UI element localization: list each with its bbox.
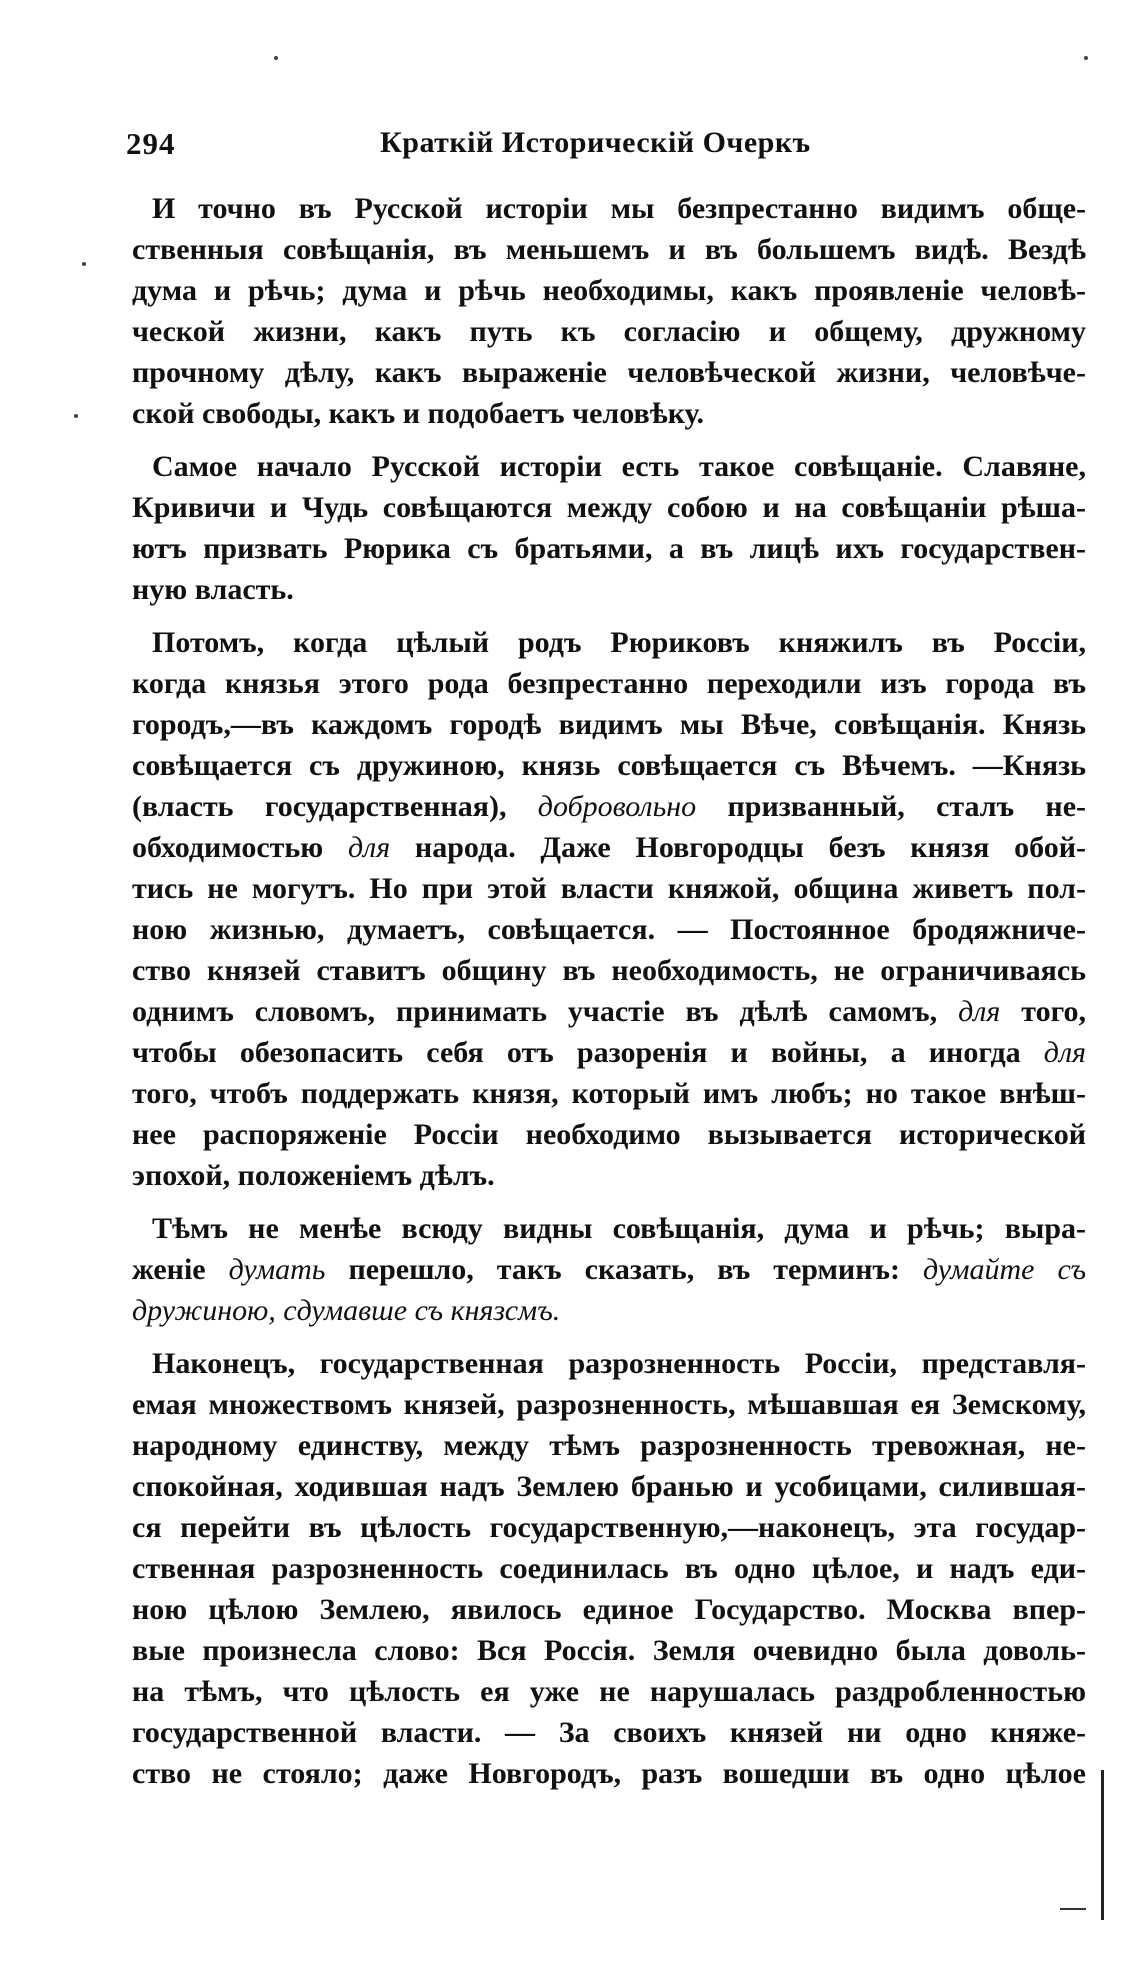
text-run: призванный, сталъ не-: [727, 790, 1086, 823]
text-line: народному единству, между тѣмъ разрозненность тревожная, не-: [132, 1429, 1086, 1462]
text-line: ство князей ставитъ общину въ необходимость, не ограничиваясь: [132, 954, 1086, 987]
text-line: спокойная, ходившая надъ Землею бранью и усобицами, силившая-: [132, 1470, 1086, 1503]
text-line: Самое начало Русской исторіи есть такое совѣщаніе. Славяне,: [152, 450, 1086, 483]
text-run: народа. Даже Новгородцы безъ князя обой-: [414, 831, 1086, 864]
text-line: ную власть.: [132, 573, 294, 606]
text-run: однимъ словомъ, принимать участіе въ дѣлѣ самомъ,: [132, 995, 938, 1028]
paragraph-4: [132, 1208, 1086, 1331]
text-line: Потомъ, когда цѣлый родъ Рюриковъ княжилъ въ Россіи,: [152, 626, 1086, 659]
text-run: чтобы обезопасить себя отъ разоренія и войны, а иногда: [132, 1036, 1021, 1069]
page-number: 294: [126, 126, 176, 161]
paragraph-3: [132, 622, 1086, 1196]
italic-run: для: [1043, 1036, 1086, 1069]
scan-speck: [1084, 56, 1088, 60]
paragraph-5: [132, 1343, 1086, 1794]
scan-speck: [274, 56, 278, 60]
italic-run: для: [958, 995, 1001, 1028]
italic-line: дружиною, сдумавше съ князсмъ.: [132, 1294, 561, 1327]
text-line: ской свободы, какъ и подобаетъ человѣку.: [132, 397, 705, 430]
text-run: (власть государственная),: [132, 790, 507, 823]
scan-speck: [74, 414, 78, 418]
text-line: государственной власти. — За своихъ князей ни одно княже-: [132, 1716, 1086, 1749]
text-line-mixed: [132, 1249, 1086, 1290]
text-line: того, чтобъ поддержать князя, который имъ любъ; но такое внѣш-: [132, 1077, 1086, 1110]
text-line-mixed: [132, 1032, 1086, 1073]
text-run: того,: [1021, 995, 1086, 1028]
scan-edge-rule: [1101, 1770, 1104, 1920]
running-title: Краткій Историческій Очеркъ: [380, 126, 811, 159]
italic-run: для: [347, 831, 391, 864]
text-line-mixed: [132, 786, 1086, 827]
text-line: городъ,—въ каждомъ городѣ видимъ мы Вѣче, совѣщанія. Князь: [132, 708, 1086, 741]
scan-speck: [82, 262, 86, 266]
text-line: ство не стояло; даже Новгородъ, разъ вошедши въ одно цѣлое: [132, 1757, 1086, 1790]
text-line: ною цѣлою Землею, явилось единое Государство. Москва впер-: [132, 1593, 1086, 1626]
text-line: ственныя совѣщанія, въ меньшемъ и въ большемъ видѣ. Вездѣ: [132, 233, 1086, 266]
text-run: обходимостью: [132, 831, 324, 864]
body-text: [132, 188, 1086, 1806]
text-line: на тѣмъ, что цѣлость ея уже не нарушалась раздробленностью: [132, 1675, 1086, 1708]
text-line: ютъ призвать Рюрика съ братьями, а въ лицѣ ихъ государствен-: [132, 532, 1086, 565]
text-line: прочному дѣлу, какъ выраженіе человѣческой жизни, человѣче-: [132, 356, 1086, 389]
text-line: И точно въ Русской исторіи мы безпрестанно видимъ обще-: [152, 192, 1086, 225]
text-run: женіе: [132, 1253, 206, 1286]
paragraph-1: [132, 188, 1086, 434]
text-line: тись не могутъ. Но при этой власти княжой, община живетъ пол-: [132, 872, 1086, 905]
text-line: Тѣмъ не менѣе всюду видны совѣщанія, дума и рѣчь; выра-: [152, 1212, 1086, 1245]
italic-run: добровольно: [537, 790, 697, 823]
text-line-mixed: [132, 827, 1086, 868]
text-line: Кривичи и Чудь совѣщаются между собою и на совѣщаніи рѣша-: [132, 491, 1086, 524]
text-line: Наконецъ, государственная разрозненность Россіи, представля-: [152, 1347, 1086, 1380]
paragraph-2: [132, 446, 1086, 610]
italic-run: думать: [228, 1253, 326, 1286]
text-line: вые произнесла слово: Вся Россія. Земля очевидно была доволь-: [132, 1634, 1086, 1667]
text-line: эпохой, положеніемъ дѣлъ.: [132, 1159, 495, 1192]
text-line: ною жизнью, думаетъ, совѣщается. — Постоянное бродяжниче-: [132, 913, 1086, 946]
scan-edge-mark: [1060, 1908, 1086, 1910]
italic-run: думайте съ: [923, 1253, 1086, 1286]
text-line: ственная разрозненность соединилась въ одно цѣлое, и надъ еди-: [132, 1552, 1086, 1585]
text-line: емая множествомъ князей, разрозненность, мѣшавшая ея Земскому,: [132, 1388, 1086, 1421]
text-line-mixed: [132, 991, 1086, 1032]
text-line: дума и рѣчь; дума и рѣчь необходимы, какъ проявленіе человѣ-: [132, 274, 1086, 307]
text-run: перешло, такъ сказать, въ терминъ:: [348, 1253, 900, 1286]
text-line: нее распоряженіе Россіи необходимо вызывается исторической: [132, 1118, 1086, 1151]
text-line: совѣщается съ дружиною, князь совѣщается съ Вѣчемъ. —Князь: [132, 749, 1086, 782]
text-line: ческой жизни, какъ путь къ согласію и общему, дружному: [132, 315, 1086, 348]
text-line: когда князья этого рода безпрестанно переходили изъ города въ: [132, 667, 1086, 700]
page-header: [126, 126, 1086, 166]
text-line: ся перейти въ цѣлость государственную,—наконецъ, эта государ-: [132, 1511, 1086, 1544]
